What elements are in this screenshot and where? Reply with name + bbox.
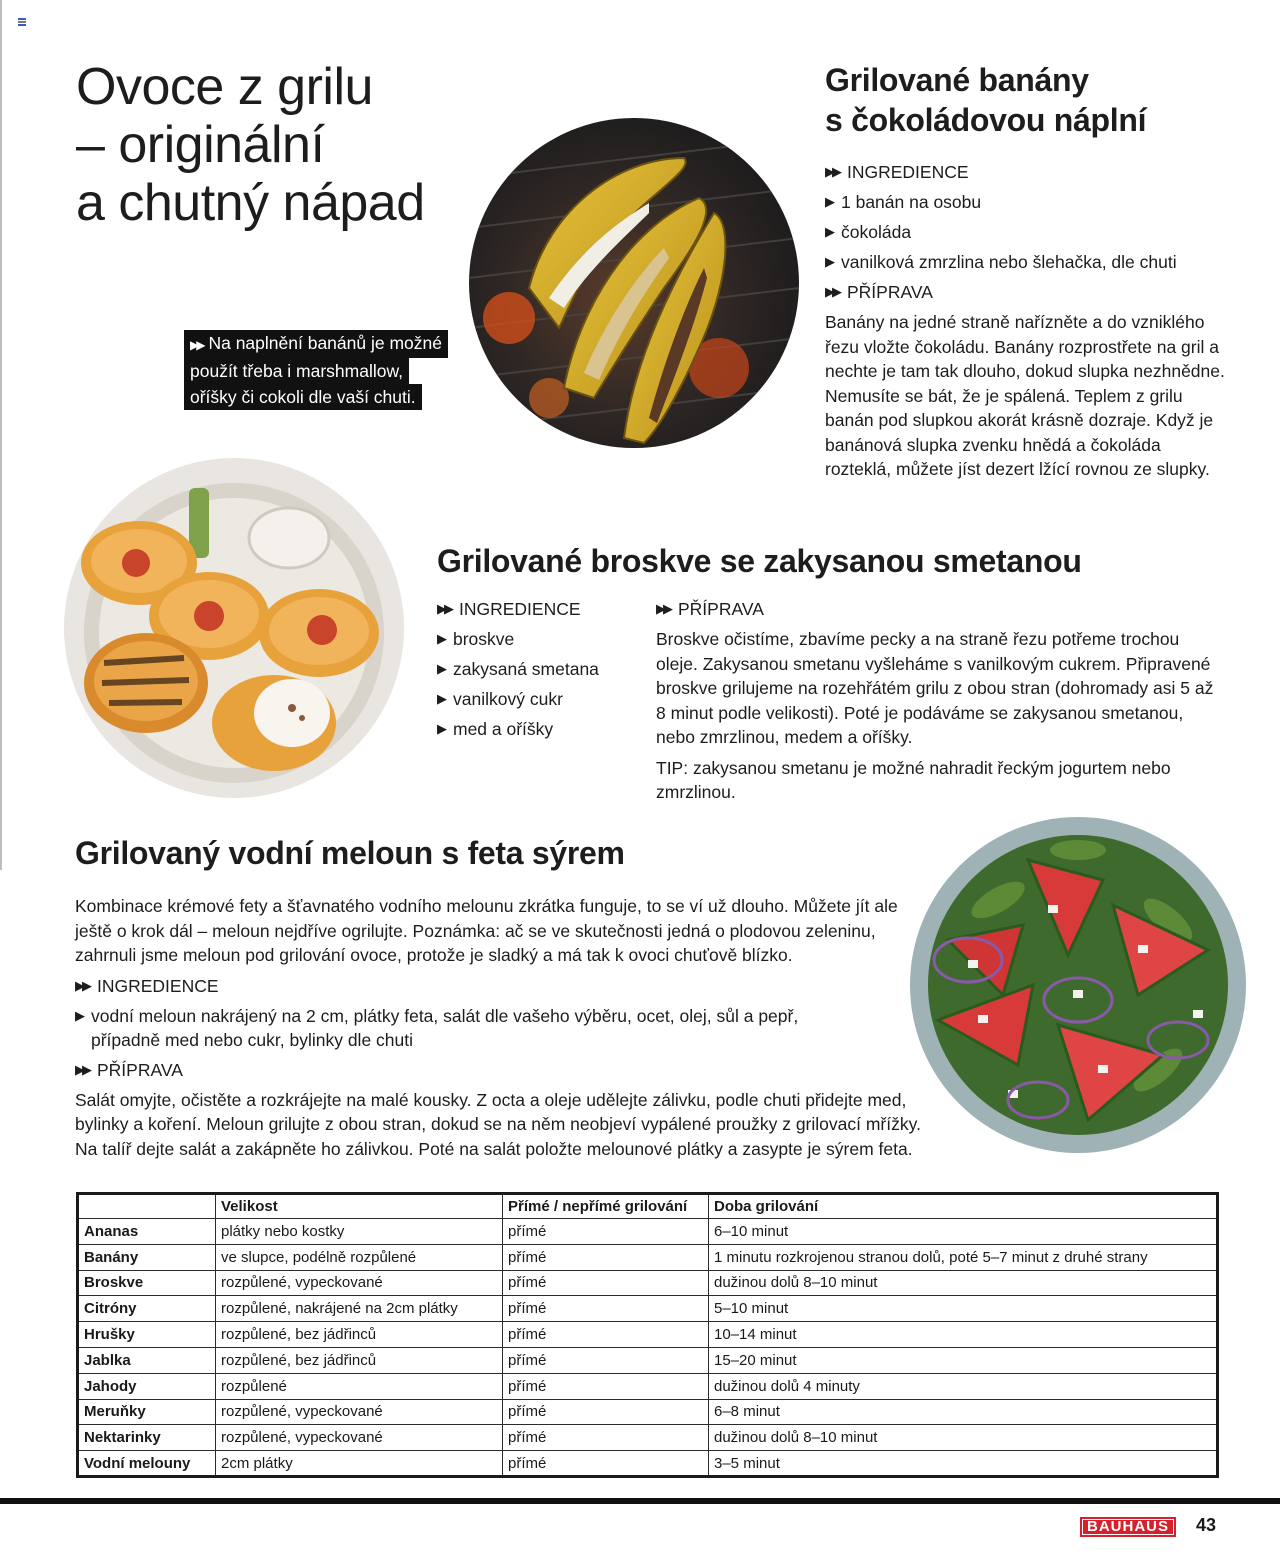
peach-recipe-title: Grilované broskve se zakysanou smetanou (437, 543, 1082, 579)
table-header-cell: Přímé / nepřímé grilování (503, 1194, 709, 1219)
table-row (78, 1270, 1218, 1296)
double-arrow-icon: ▶▶ (437, 601, 451, 616)
table-cell: 10–14 minut (709, 1322, 1218, 1348)
table-cell: dužinou dolů 4 minuty (709, 1373, 1218, 1399)
table-cell: přímé (503, 1399, 709, 1425)
double-arrow-icon: ▶▶ (656, 601, 670, 616)
arrow-icon: ▶ (825, 194, 835, 209)
table-row-header: Ananas (78, 1219, 216, 1245)
table-row (78, 1451, 1218, 1477)
banana-title-line-2: s čokoládovou náplní (825, 102, 1147, 138)
corner-mark (18, 18, 26, 26)
table-cell: rozpůlené, bez jádřinců (216, 1347, 503, 1373)
table-row (78, 1347, 1218, 1373)
ingredients-label: INGREDIENCE (97, 975, 219, 996)
double-arrow-icon: ▶▶ (75, 977, 89, 993)
double-arrow-icon: ▶▶ (825, 284, 839, 299)
ingredient-text: čokoláda (841, 222, 912, 242)
callout-line-1 (184, 330, 448, 358)
grilled-banana-photo (469, 118, 799, 448)
table-row (78, 1244, 1218, 1270)
table-cell: rozpůlené (216, 1373, 503, 1399)
banana-recipe (825, 160, 1225, 482)
list-item (825, 220, 1225, 244)
page-number: 43 (1196, 1515, 1217, 1535)
table-cell: rozpůlené, vypeckované (216, 1270, 503, 1296)
table-header-row (78, 1194, 1218, 1219)
melon-intro-text: Kombinace krémové fety a šťavnatého vodního melounu zkrátka funguje, to se ví už dlouho. Můžete jít ale ještě o krok dál – meloun nejdříve ogrilujte. Poznámka: ač se ve skutečnosti jedná o plodovou zeleninu, zahrnuli jsme meloun pod grilování ovoce, protože je sladký a má tak k ovoci chuťově blízko. (75, 896, 898, 965)
banana-ingredients-heading (825, 160, 1225, 184)
peach-preparation-text: Broskve očistíme, zbavíme pecky a na straně řezu potřeme trochou oleje. Zakysanou smetanu vyšleháme s vanilkovým cukrem. Připravené broskve grilujeme na rozehřátém grilu z obou stran (dohromady asi 5 až 8 minut podle velikosti). Poté je podáváme se zakysanou smetanou, nebo zmrzlinou, medem a oříšky. (656, 629, 1214, 747)
table-cell: přímé (503, 1425, 709, 1451)
table-row-header: Jablka (78, 1347, 216, 1373)
arrow-icon: ▶ (75, 1007, 85, 1023)
melon-recipe-title: Grilovaný vodní meloun s feta sýrem (75, 835, 625, 871)
table-cell: plátky nebo kostky (216, 1219, 503, 1245)
table-cell: 15–20 minut (709, 1347, 1218, 1373)
table-row (78, 1296, 1218, 1322)
peach-ingredients (437, 597, 647, 741)
page-title-line-2: – originální (76, 116, 325, 174)
table-cell: dužinou dolů 8–10 minut (709, 1270, 1218, 1296)
grilling-times-table (76, 1192, 1219, 1478)
table-cell: 6–10 minut (709, 1219, 1218, 1245)
preparation-label: PŘÍPRAVA (847, 282, 933, 302)
melon-preparation-text: Salát omyjte, očistěte a rozkrájejte na malé kousky. Z octa a oleje udělejte zálivku, podle chuti přidejte med, bylinky a koření. Meloun grilujte z obou stran, dokud se na něm neobjeví vypálené proužky z grilovací mřížky. Na talíř dejte salát a zakápněte ho zálivkou. Poté na salát položte melounové plátky a zasypte je sýrem feta. (75, 1089, 921, 1159)
list-item (75, 1004, 925, 1052)
page-title (76, 58, 496, 232)
arrow-icon: ▶ (437, 721, 447, 736)
table-header-cell: Velikost (216, 1194, 503, 1219)
table-row (78, 1425, 1218, 1451)
preparation-label: PŘÍPRAVA (97, 1059, 183, 1080)
peach-preparation (656, 597, 1216, 805)
ingredient-text: vanilková zmrzlina nebo šlehačka, dle chuti (841, 252, 1177, 272)
table-cell: přímé (503, 1347, 709, 1373)
list-item (825, 190, 1225, 214)
ingredient-text: med a oříšky (453, 719, 554, 739)
watermelon-salad-photo (908, 810, 1248, 1155)
list-item (825, 250, 1225, 274)
banana-tip-callout (184, 330, 456, 410)
double-arrow-icon: ▶▶ (75, 1061, 89, 1077)
table-body (78, 1219, 1218, 1477)
table-row (78, 1322, 1218, 1348)
banana-preparation-text: Banány na jedné straně nařízněte a do vzniklého řezu vložte čokoládu. Banány rozprostřete na gril a nechte je tam tak dlouho, dokud slupka nezhnědne. Nemusíte se bát, že je spálená. Teplem z grilu banán pod slupkou akorát krásně dozraje. Když je banánová slupka zvenku hnědá a čokoláda rozteklá, můžete jíst dezert lžící rovnou ze slupky. (825, 312, 1225, 479)
arrow-icon: ▶ (437, 661, 447, 676)
table-row-header: Hrušky (78, 1322, 216, 1348)
melon-recipe (75, 894, 925, 1161)
table-header-cell: Doba grilování (709, 1194, 1218, 1219)
banana-preparation-heading (825, 280, 1225, 304)
list-item (437, 717, 647, 741)
ingredients-label: INGREDIENCE (459, 599, 581, 619)
table-cell: přímé (503, 1270, 709, 1296)
table-row-header: Meruňky (78, 1399, 216, 1425)
ingredient-text: vanilkový cukr (453, 689, 563, 709)
table-cell: přímé (503, 1244, 709, 1270)
table-header-cell (78, 1194, 216, 1219)
table-row-header: Banány (78, 1244, 216, 1270)
arrow-icon: ▶ (437, 691, 447, 706)
table-cell: ve slupce, podélně rozpůlené (216, 1244, 503, 1270)
left-edge-rule (0, 0, 2, 870)
banana-title-line-1: Grilované banány (825, 62, 1089, 98)
ingredient-text: zakysaná smetana (453, 659, 599, 679)
table-row-header: Nektarinky (78, 1425, 216, 1451)
peach-tip-text: TIP: zakysanou smetanu je možné nahradit řeckým jogurtem nebo zmrzlinou. (656, 757, 1171, 802)
table-cell: rozpůlené, vypeckované (216, 1425, 503, 1451)
list-item (437, 657, 647, 681)
list-item (437, 687, 647, 711)
banana-recipe-title (825, 60, 1245, 140)
page-title-line-3: a chutný nápad (76, 174, 425, 232)
table-cell: přímé (503, 1219, 709, 1245)
arrow-icon: ▶ (825, 254, 835, 269)
list-item (437, 627, 647, 651)
table-cell: rozpůlené, nakrájené na 2cm plátky (216, 1296, 503, 1322)
table-cell: přímé (503, 1373, 709, 1399)
ingredient-text: broskve (453, 629, 515, 649)
table-row (78, 1399, 1218, 1425)
table-cell: rozpůlené, bez jádřinců (216, 1322, 503, 1348)
melon-ingredients-heading (75, 974, 925, 998)
double-arrow-icon: ▶▶ (825, 164, 839, 179)
arrow-icon: ▶ (437, 631, 447, 646)
bauhaus-logo: BAUHAUS (1080, 1517, 1176, 1537)
table-cell: 5–10 minut (709, 1296, 1218, 1322)
page-title-line-1: Ovoce z grilu (76, 58, 373, 116)
table-row-header: Vodní melouny (78, 1451, 216, 1477)
table-row-header: Jahody (78, 1373, 216, 1399)
table-cell: přímé (503, 1451, 709, 1477)
table-cell: rozpůlené, vypeckované (216, 1399, 503, 1425)
table-row (78, 1373, 1218, 1399)
table-cell: dužinou dolů 8–10 minut (709, 1425, 1218, 1451)
ingredient-text: 1 banán na osobu (841, 192, 982, 212)
callout-line-2: použít třeba i marshmallow, (184, 358, 409, 384)
double-arrow-icon: ▶▶ (190, 338, 203, 352)
table-cell: 1 minutu rozkrojenou stranou dolů, poté 5–7 minut z druhé strany (709, 1244, 1218, 1270)
table-cell: 2cm plátky (216, 1451, 503, 1477)
melon-preparation-heading (75, 1058, 925, 1082)
table-cell: přímé (503, 1296, 709, 1322)
ingredients-label: INGREDIENCE (847, 162, 969, 182)
table-cell: 6–8 minut (709, 1399, 1218, 1425)
preparation-label: PŘÍPRAVA (678, 599, 764, 619)
ingredient-text: vodní meloun nakrájený na 2 cm, plátky feta, salát dle vašeho výběru, ocet, olej, sůl a pepř, případně med nebo cukr, bylinky dle chuti (91, 1005, 799, 1050)
table-cell: 3–5 minut (709, 1451, 1218, 1477)
table-cell: přímé (503, 1322, 709, 1348)
arrow-icon: ▶ (825, 224, 835, 239)
footer-rule (0, 1498, 1280, 1504)
table-row-header: Citróny (78, 1296, 216, 1322)
grilled-peach-photo (64, 458, 404, 798)
callout-text: Na naplnění banánů je možné (208, 333, 442, 353)
peach-preparation-heading (656, 597, 1216, 621)
table-row (78, 1219, 1218, 1245)
callout-line-3: oříšky či cokoli dle vaší chuti. (184, 384, 422, 410)
table-row-header: Broskve (78, 1270, 216, 1296)
peach-ingredients-heading (437, 597, 647, 621)
